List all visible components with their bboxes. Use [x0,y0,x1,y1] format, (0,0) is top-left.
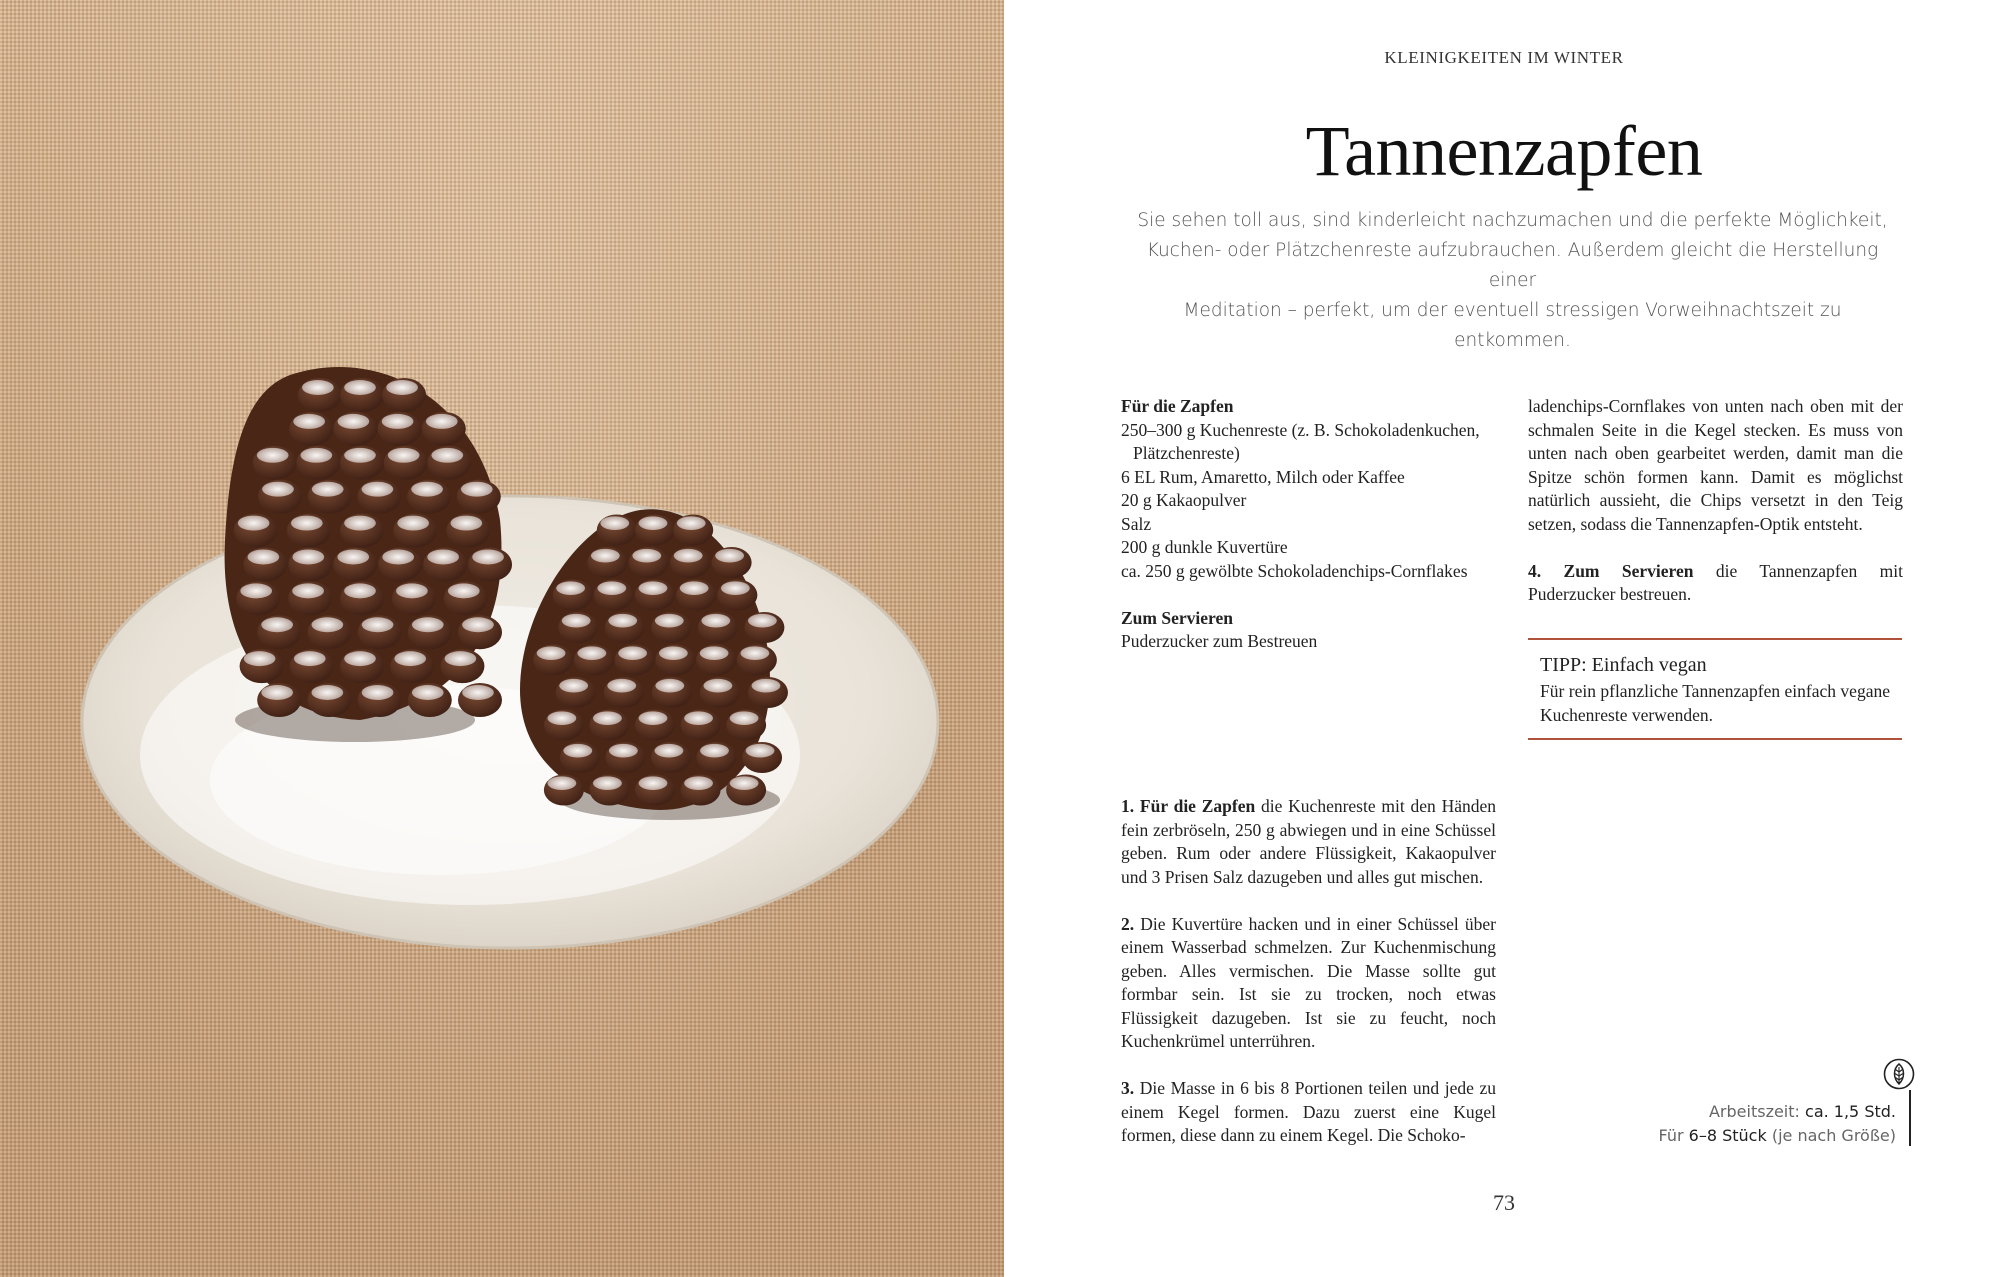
ingredient-item: 20 g Kakaopulver [1121,490,1247,510]
ingredient-list [1121,395,1496,654]
intro-line: Kuchen- oder Plätzchenreste aufzubrauchen. Außerdem gleicht die Herstellung einer [1146,240,1879,291]
step-lead: Für die Zapfen [1139,796,1256,816]
step-number: 1. [1121,796,1135,816]
ingredient-item: 200 g dunkle Kuvertüre [1121,537,1288,557]
method-step [1121,1077,1496,1148]
step-number: 4. [1528,560,1542,581]
method-step [1121,913,1496,1054]
yield-note: (je nach Größe) [1771,1126,1896,1145]
meta-divider [1909,1090,1911,1146]
ingredient-item: Plätzchenreste) [1133,443,1240,463]
step-text: Die Masse in 6 bis 8 Portionen teilen und jede zu einem Kegel formen. Dazu zuerst eine Kugel formen, diese dann zu einem Kegel. Die Schoko- [1121,1078,1496,1145]
leaf-icon [1883,1058,1915,1090]
recipe-intro [1130,206,1895,356]
ingredient-item: 250–300 g Kuchenreste (z. B. Schokoladenkuchen, [1121,419,1480,440]
work-time-label: Arbeitszeit: [1708,1102,1800,1121]
ingredient-item: Salz [1121,513,1152,534]
step-text: Die Kuvertüre hacken und in einer Schüssel über einem Wasserbad schmelzen. Zur Kuchenmischung geben. Alles vermischen. Die Masse sollte gut formbar sein. Ist sie zu trocken, noch etwas Flüssigkeit dazugeben. Ist sie zu feucht, noch Kuchenkrümel unterrühren. [1121,913,1496,1051]
method-step [1528,560,1903,607]
tip-body: Für rein pflanzliche Tannenzapfen einfach vegane Kuchenreste verwenden. [1540,681,1890,725]
ingredient-group-heading: Für die Zapfen [1121,396,1234,416]
recipe-title: Tannenzapfen [1305,111,1703,191]
tip-heading: TIPP: Einfach vegan [1540,654,1707,676]
yield [1659,1124,1896,1148]
yield-value: 6–8 Stück [1688,1126,1767,1145]
step-lead: Zum Servieren [1563,560,1694,581]
intro-line: Sie sehen toll aus, sind kinderleicht nachzumachen und die perfekte Möglichkeit, [1137,210,1888,231]
ingredient-group-heading: Zum Servieren [1121,607,1233,628]
yield-prefix: Für [1658,1126,1684,1145]
step-continuation: ladenchips-Cornflakes von unten nach oben mit der schmalen Seite in die Kegel stecken. Es muss von unten nach oben gearbeitet werden, damit man die Spitze schön formen kann. Damit es möglichst natürlich aussieht, die Chips versetzt in den Teig setzen, sodass die Tannenzapfen-Optik entsteht. [1528,396,1903,534]
intro-line: Meditation – perfekt, um der eventuell stressigen Vorweihnachtszeit zu entkommen. [1183,300,1842,351]
ingredient-item: 6 EL Rum, Amaretto, Milch oder Kaffee [1121,466,1405,487]
tip-box [1528,638,1902,740]
method-continued [1528,395,1903,607]
running-head: KLEINIGKEITEN IM WINTER [1384,48,1624,67]
recipe-meta [1659,1100,1896,1148]
method-step [1121,795,1496,889]
method-steps [1121,795,1496,1148]
ingredient-item: ca. 250 g gewölbte Schokoladenchips-Cornflakes [1121,560,1468,581]
step-number: 3. [1121,1078,1135,1098]
step-text: die Tannenzapfen mit Puderzucker bestreuen. [1528,560,1903,604]
step-text: die Kuchenreste mit den Händen fein zerbröseln, 250 g abwiegen und in eine Schüssel geben. Rum oder andere Flüssigkeit, Kakaopulver und 3 Prisen Salz dazugeben und alles gut mischen. [1121,796,1497,887]
work-time-value: ca. 1,5 Std. [1805,1102,1896,1121]
ingredient-item: Puderzucker zum Bestreuen [1121,631,1318,651]
step-number: 2. [1121,913,1135,934]
page-number: 73 [1493,1190,1515,1215]
work-time [1659,1100,1896,1124]
